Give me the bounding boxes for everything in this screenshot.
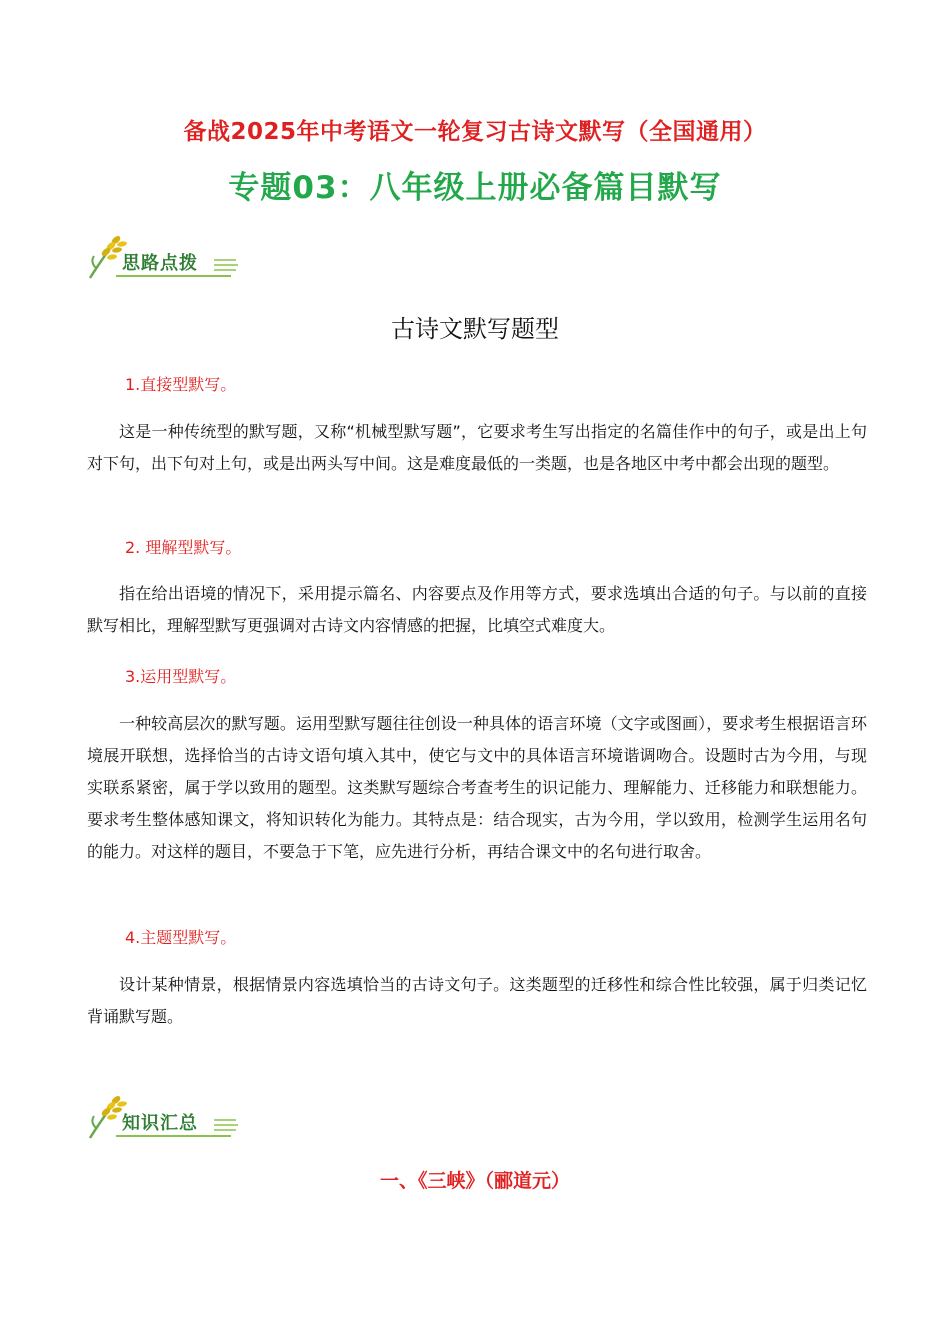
document-title: 备战2025年中考语文一轮复习古诗文默写（全国通用）: [183, 119, 767, 145]
chapter-title: 一、《三峡》（郦道元）: [379, 1170, 570, 1192]
item-paragraph: 设计某种情景，根据情景内容选填恰当的古诗文句子。这类题型的迁移性和综合性比较强，属于归类记忆背诵默写题。: [87, 975, 867, 1026]
summary-badge: [86, 1092, 246, 1142]
item-paragraph: 一种较高层次的默写题。运用型默写题往往创设一种具体的语言环境（文字或图画），要求考生根据语言环境展开联想，选择恰当的古诗文语句填入其中，使它与文中的具体语言环境谐调吻合。设题时古为今用，与现实联系紧密，属于学以致用的题型。这类默写题综合考查考生的识记能力、理解能力、迁移能力和联想能力。要求考生整体感知课文，将知识转化为能力。其特点是：结合现实，古为今用，学以致用，检测学生运用名句的能力。对这样的题目，不要急于下笔，应先进行分析，再结合课文中的名句进行取舍。: [87, 714, 867, 861]
item-heading: 1.直接型默写。: [125, 375, 237, 394]
summary-badge-label: 知识汇总: [122, 1113, 198, 1134]
item-paragraph: 指在给出语境的情况下，采用提示篇名、内容要点及作用等方式，要求选填出合适的句子。与以前的直接默写相比，理解型默写更强调对古诗文内容情感的把握，比填空式难度大。: [87, 584, 867, 635]
section-title: 古诗文默写题型: [391, 315, 559, 343]
item-heading: 2. 理解型默写。: [125, 538, 242, 557]
document-subtitle: 专题03：八年级上册必备篇目默写: [228, 170, 722, 206]
item-heading: 3.运用型默写。: [125, 667, 237, 686]
tips-badge-label: 思路点拨: [122, 253, 198, 274]
tips-badge: [86, 232, 246, 282]
item-paragraph: 这是一种传统型的默写题，又称“机械型默写题”，它要求考生写出指定的名篇佳作中的句子，或是出上句对下句，出下句对上句，或是出两头写中间。这是难度最低的一类题，也是各地区中考中都会出现的题型。: [87, 422, 867, 473]
item-heading: 4.主题型默写。: [125, 928, 237, 947]
